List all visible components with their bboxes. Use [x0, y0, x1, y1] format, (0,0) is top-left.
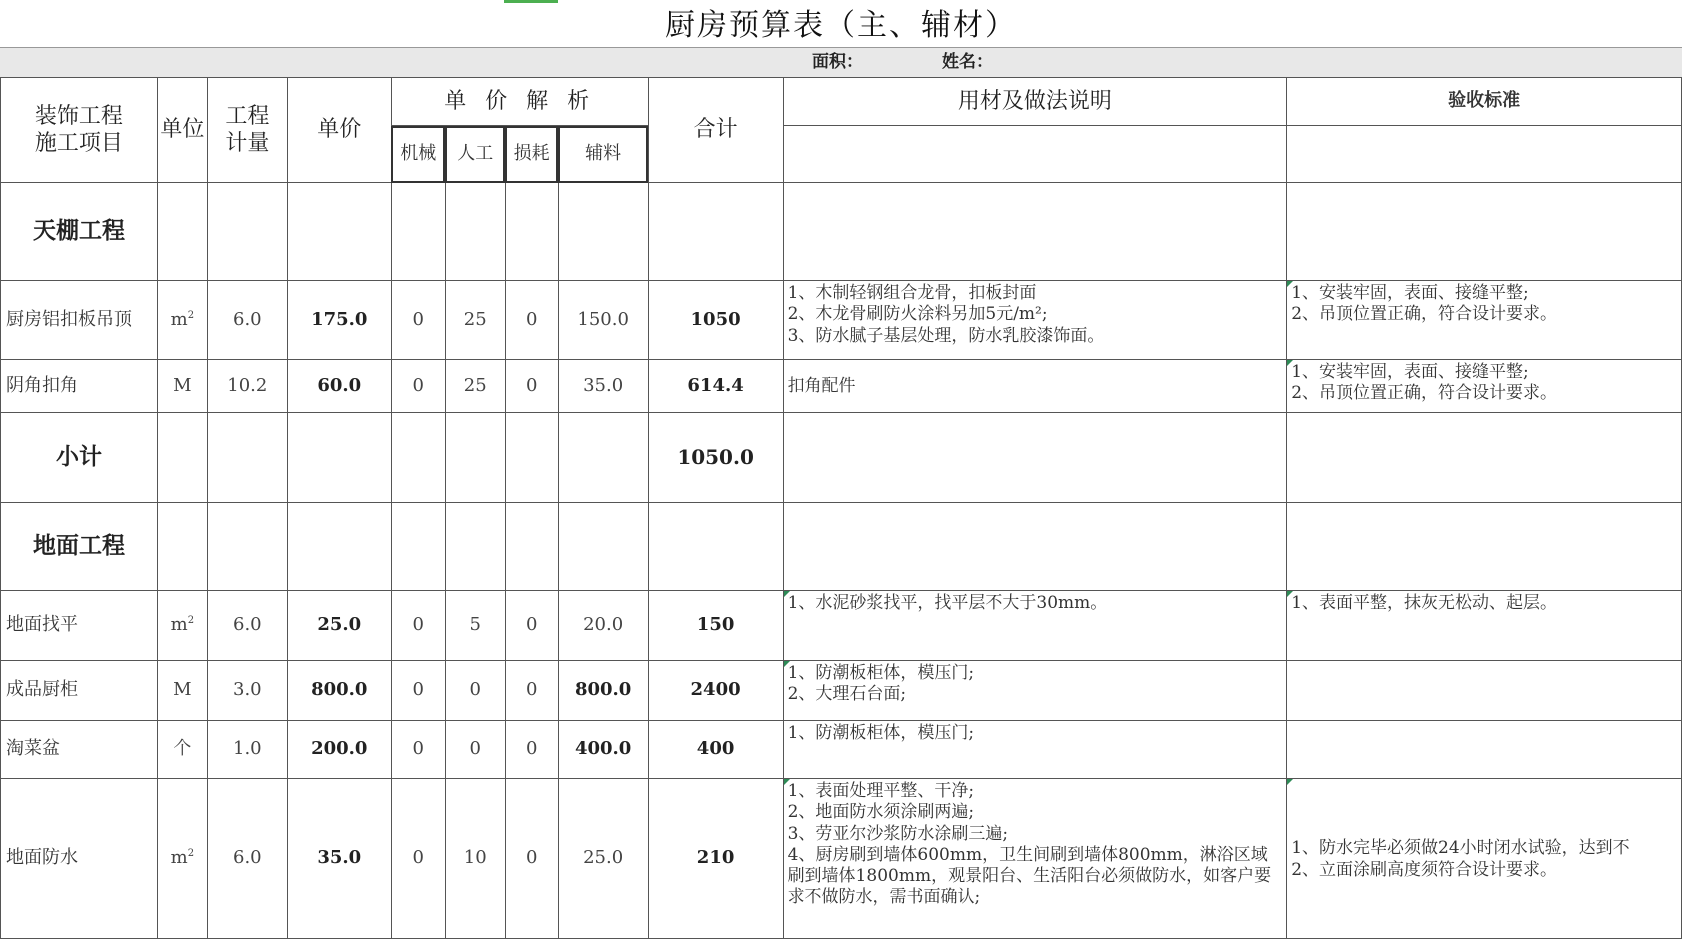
unit-sup: 2 [187, 309, 195, 321]
row-aux[interactable]: 400.0 [558, 721, 648, 779]
row-machine[interactable]: 0 [391, 661, 445, 721]
desc-line: 1、水泥砂浆找平，找平层不大于30mm。 [787, 593, 1108, 613]
cell[interactable] [207, 183, 287, 281]
subheader-bar [0, 47, 1682, 78]
cell[interactable] [445, 183, 505, 281]
cell[interactable] [558, 413, 648, 503]
subtotal-value[interactable]: 1050.0 [648, 413, 783, 503]
row-price[interactable]: 175.0 [287, 281, 391, 360]
header-qty-line1: 工程 [225, 103, 270, 129]
desc-line: 1、防潮板柜体，模压门; [787, 723, 975, 743]
unit-text: m [170, 847, 188, 869]
desc-line: 3、劳亚尔沙浆防水涂刷三遍; [787, 823, 1009, 844]
cell[interactable] [558, 503, 648, 591]
cell[interactable] [287, 413, 391, 503]
desc-line: 2、木龙骨刷防火涂料另加5元/m²; [787, 304, 1048, 325]
unit-sup: 2 [187, 615, 195, 627]
desc-line: 4、厨房刷到墙体600mm，卫生间刷到墙体800mm，淋浴区域刷到墙体1800mm，观景阳台、生活阳台必须做防水，如客户要求不做防水，需书面确认; [787, 844, 1272, 908]
cell[interactable] [157, 503, 207, 591]
row-accept[interactable] [1287, 661, 1682, 721]
accept-line: 1、防水完毕必须做24小时闭水试验，达到不 [1291, 838, 1630, 859]
row-machine[interactable]: 0 [391, 591, 445, 661]
cell[interactable] [648, 183, 783, 281]
cell[interactable] [1287, 503, 1682, 591]
row-unit[interactable] [157, 360, 207, 413]
row-unit[interactable] [157, 721, 207, 779]
header-loss[interactable]: 损耗 [505, 126, 558, 183]
cell[interactable] [505, 413, 558, 503]
row-total[interactable]: 210 [648, 779, 783, 939]
row-accept[interactable] [1287, 779, 1682, 939]
accept-line: 1、安装牢固，表面、接缝平整; [1291, 362, 1529, 382]
subtotal-label[interactable]: 小计 [1, 413, 158, 503]
cell[interactable] [287, 183, 391, 281]
section-floor[interactable]: 地面工程 [1, 503, 158, 591]
row-unit[interactable] [157, 281, 207, 360]
row-desc[interactable] [783, 591, 1287, 661]
row-labor[interactable]: 25 [445, 360, 505, 413]
desc-line: 1、表面处理平整、干净; [787, 781, 975, 801]
table-row [1, 281, 1682, 360]
cell[interactable] [505, 183, 558, 281]
row-desc[interactable] [783, 281, 1287, 360]
row-accept[interactable] [1287, 721, 1682, 779]
cell[interactable] [445, 413, 505, 503]
desc-line: 1、木制轻钢组合龙骨，扣板封面 [787, 283, 1037, 303]
row-loss[interactable]: 0 [505, 591, 558, 661]
row-machine[interactable]: 0 [391, 721, 445, 779]
row-desc[interactable] [783, 360, 1287, 413]
row-price[interactable]: 200.0 [287, 721, 391, 779]
table-row [1, 661, 1682, 721]
row-unit[interactable] [157, 591, 207, 661]
section-ceiling[interactable]: 天棚工程 [1, 183, 158, 281]
header-qty[interactable] [207, 78, 287, 183]
accept-line: 2、吊顶位置正确，符合设计要求。 [1291, 383, 1558, 404]
header-desc-blank[interactable] [783, 126, 1287, 183]
desc-line: 扣角配件 [787, 376, 856, 397]
row-labor[interactable]: 0 [445, 721, 505, 779]
cell[interactable] [391, 183, 445, 281]
row-qty[interactable]: 6.0 [207, 591, 287, 661]
row-price[interactable]: 35.0 [287, 779, 391, 939]
header-accept-blank[interactable] [1287, 126, 1682, 183]
subtotal-row [1, 413, 1682, 503]
cell[interactable] [783, 503, 1287, 591]
unit-text: M [173, 374, 192, 396]
row-name[interactable]: 成品厨柜 [1, 661, 158, 721]
row-loss[interactable]: 0 [505, 721, 558, 779]
accept-line: 1、安装牢固，表面、接缝平整; [1291, 283, 1529, 303]
header-item[interactable] [1, 78, 158, 183]
row-machine[interactable]: 0 [391, 360, 445, 413]
header-qty-line2: 计量 [225, 131, 270, 156]
row-labor[interactable]: 0 [445, 661, 505, 721]
row-name[interactable]: 地面找平 [1, 591, 158, 661]
cell[interactable] [783, 413, 1287, 503]
row-aux[interactable]: 20.0 [558, 591, 648, 661]
row-price[interactable]: 25.0 [287, 591, 391, 661]
row-accept[interactable] [1287, 591, 1682, 661]
cell[interactable] [207, 413, 287, 503]
row-qty[interactable]: 3.0 [207, 661, 287, 721]
row-accept[interactable] [1287, 281, 1682, 360]
cell[interactable] [648, 503, 783, 591]
desc-line: 3、防水腻子基层处理，防水乳胶漆饰面。 [787, 325, 1105, 346]
cell[interactable] [505, 503, 558, 591]
row-aux[interactable]: 150.0 [558, 281, 648, 360]
cell[interactable] [287, 503, 391, 591]
unit-text: M [173, 679, 192, 701]
row-name[interactable]: 地面防水 [1, 779, 158, 939]
header-item-line1: 装饰工程 [34, 103, 123, 129]
row-price[interactable]: 60.0 [287, 360, 391, 413]
unit-sup: 2 [187, 848, 195, 860]
cell[interactable] [391, 413, 445, 503]
row-loss[interactable]: 0 [505, 281, 558, 360]
accept-line: 2、立面涂刷高度须符合设计要求。 [1291, 859, 1558, 880]
cell[interactable] [1287, 413, 1682, 503]
unit-text: m [170, 614, 188, 636]
accept-line: 1、表面平整，抹灰无松动、起层。 [1291, 593, 1558, 613]
cell[interactable] [391, 503, 445, 591]
header-total[interactable]: 合计 [648, 78, 783, 183]
row-machine[interactable]: 0 [391, 281, 445, 360]
row-total[interactable]: 1050 [648, 281, 783, 360]
area-label: 面积： [812, 52, 863, 72]
cell[interactable] [157, 183, 207, 281]
row-aux[interactable]: 800.0 [558, 661, 648, 721]
header-item-line2: 施工项目 [34, 131, 123, 156]
header-aux[interactable]: 辅料 [558, 126, 648, 183]
row-desc[interactable] [783, 661, 1287, 721]
row-desc[interactable] [783, 779, 1287, 939]
cell[interactable] [1287, 183, 1682, 281]
cell[interactable] [783, 183, 1287, 281]
row-total[interactable]: 2400 [648, 661, 783, 721]
desc-line: 2、大理石台面; [787, 684, 907, 705]
row-name[interactable]: 厨房铝扣板吊顶 [1, 281, 158, 360]
row-aux[interactable]: 35.0 [558, 360, 648, 413]
header-machine[interactable]: 机械 [391, 126, 445, 183]
cell[interactable] [445, 503, 505, 591]
header-labor[interactable]: 人工 [445, 126, 505, 183]
row-desc[interactable] [783, 721, 1287, 779]
row-total[interactable]: 614.4 [648, 360, 783, 413]
header-desc[interactable]: 用材及做法说明 [783, 78, 1287, 126]
desc-line: 1、防潮板柜体，模压门; [787, 663, 975, 683]
row-loss[interactable]: 0 [505, 360, 558, 413]
row-aux[interactable]: 25.0 [558, 779, 648, 939]
sheet-title: 厨房预算表（主、辅材） [665, 8, 1017, 43]
budget-table [0, 77, 1682, 939]
header-price-analysis[interactable]: 单 价 解 析 [391, 78, 648, 126]
row-unit[interactable] [157, 661, 207, 721]
table-row [1, 721, 1682, 779]
unit-text: 个 [173, 738, 192, 760]
row-machine[interactable]: 0 [391, 779, 445, 939]
row-total[interactable]: 400 [648, 721, 783, 779]
row-unit[interactable] [157, 779, 207, 939]
accept-line: 2、吊顶位置正确，符合设计要求。 [1291, 304, 1558, 325]
table-row [1, 591, 1682, 661]
unit-text: m [170, 308, 188, 330]
header-unit[interactable]: 单位 [157, 78, 207, 183]
cell[interactable] [207, 503, 287, 591]
active-cell-marker [504, 0, 558, 3]
row-labor[interactable]: 25 [445, 281, 505, 360]
header-price[interactable]: 单价 [287, 78, 391, 183]
row-name[interactable]: 阴角扣角 [1, 360, 158, 413]
row-name[interactable]: 淘菜盆 [1, 721, 158, 779]
row-qty[interactable]: 6.0 [207, 779, 287, 939]
table-row [1, 779, 1682, 939]
row-labor[interactable]: 10 [445, 779, 505, 939]
row-qty[interactable]: 1.0 [207, 721, 287, 779]
name-label: 姓名： [942, 52, 993, 72]
row-price[interactable]: 800.0 [287, 661, 391, 721]
cell[interactable] [558, 183, 648, 281]
header-accept[interactable]: 验收标准 [1287, 78, 1682, 126]
desc-line: 2、地面防水须涂刷两遍; [787, 802, 975, 823]
row-accept[interactable] [1287, 360, 1682, 413]
row-qty[interactable]: 10.2 [207, 360, 287, 413]
row-loss[interactable]: 0 [505, 661, 558, 721]
row-labor[interactable]: 5 [445, 591, 505, 661]
row-qty[interactable]: 6.0 [207, 281, 287, 360]
row-total[interactable]: 150 [648, 591, 783, 661]
row-loss[interactable]: 0 [505, 779, 558, 939]
table-row [1, 360, 1682, 413]
cell[interactable] [157, 413, 207, 503]
